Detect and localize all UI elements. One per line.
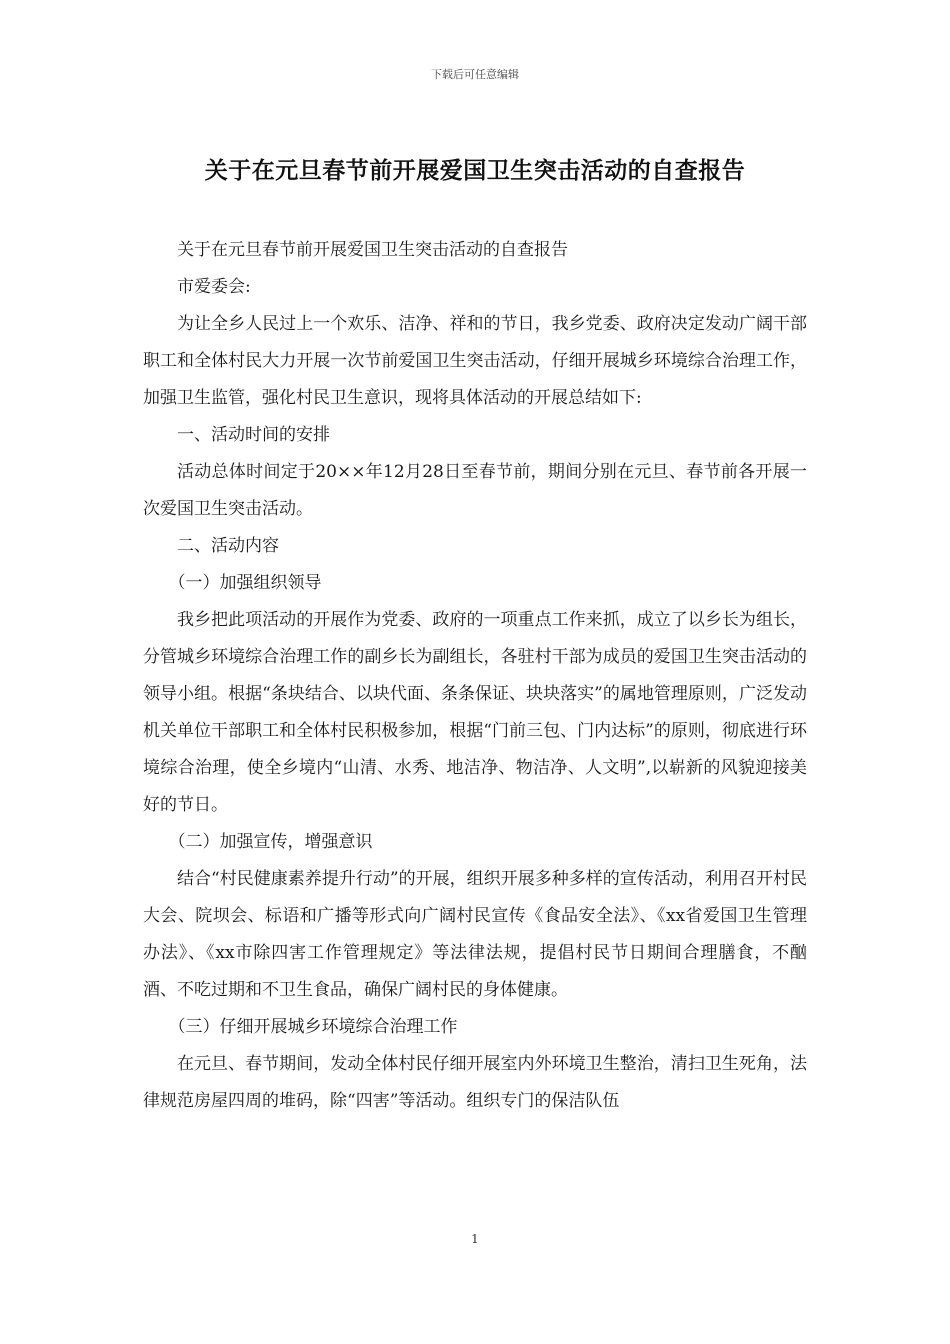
subsection-heading-1: （一）加强组织领导 bbox=[168, 573, 322, 593]
page-number: 1 bbox=[471, 1232, 479, 1246]
paragraph-publicity: 结合“村民健康素养提升行动”的开展，组织开展多种多样的宣传活动，利用召开村民大会、院坝会、标语和广播等形式向广阔村民宣传《食品安全法》、《xx省爱国卫生管理办法》、《xx市除四害工作管理规定》等法律法规，提倡村民节日期间合理膳食，不酗酒、不吃过期和不卫生食品，确保广阔村民的身体健康。 bbox=[143, 869, 807, 1000]
paragraph-time: 活动总体时间定于20××年12月28日至春节前，期间分别在元旦、春节前各开展一次爱国卫生突击活动。 bbox=[143, 462, 807, 519]
paragraph-environment: 在元旦、春节期间，发动全体村民仔细开展室内外环境卫生整治，清扫卫生死角，法律规范房屋四周的堆码，除“四害”等活动。组织专门的保洁队伍 bbox=[143, 1054, 807, 1111]
download-note: 下载后可任意编辑 bbox=[431, 68, 519, 81]
subsection-heading-2: （二）加强宣传，增强意识 bbox=[168, 832, 373, 852]
paragraph-recipient: 市爱委会: bbox=[177, 277, 251, 297]
paragraph-subtitle: 关于在元旦春节前开展爱国卫生突击活动的自查报告 bbox=[177, 240, 568, 260]
subsection-heading-3: （三）仔细开展城乡环境综合治理工作 bbox=[168, 1017, 458, 1037]
paragraph-intro: 为让全乡人民过上一个欢乐、洁净、祥和的节日，我乡党委、政府决定发动广阔干部职工和全体村民大力开展一次节前爱国卫生突击活动，仔细开展城乡环境综合治理工作，加强卫生监管，强化村民卫生意识，现将具体活动的开展总结如下: bbox=[143, 314, 807, 408]
section-heading-1: 一、活动时间的安排 bbox=[177, 425, 330, 445]
document-body bbox=[143, 232, 807, 1120]
document-title: 关于在元旦春节前开展爱国卫生突击活动的自查报告 bbox=[204, 157, 746, 184]
section-heading-2: 二、活动内容 bbox=[177, 536, 279, 556]
paragraph-leadership: 我乡把此项活动的开展作为党委、政府的一项重点工作来抓，成立了以乡长为组长，分管城乡环境综合治理工作的副乡长为副组长，各驻村干部为成员的爱国卫生突击活动的领导小组。根据“条块结合、以块代面、条条保证、块块落实”的属地管理原则，广泛发动机关单位干部职工和全体村民积极参加，根据“门前三包、门内达标”的原则，彻底进行环境综合治理，使全乡境内“山清、水秀、地洁净、物洁净、人文明”,以崭新的风貌迎接美好的节日。 bbox=[143, 610, 807, 815]
